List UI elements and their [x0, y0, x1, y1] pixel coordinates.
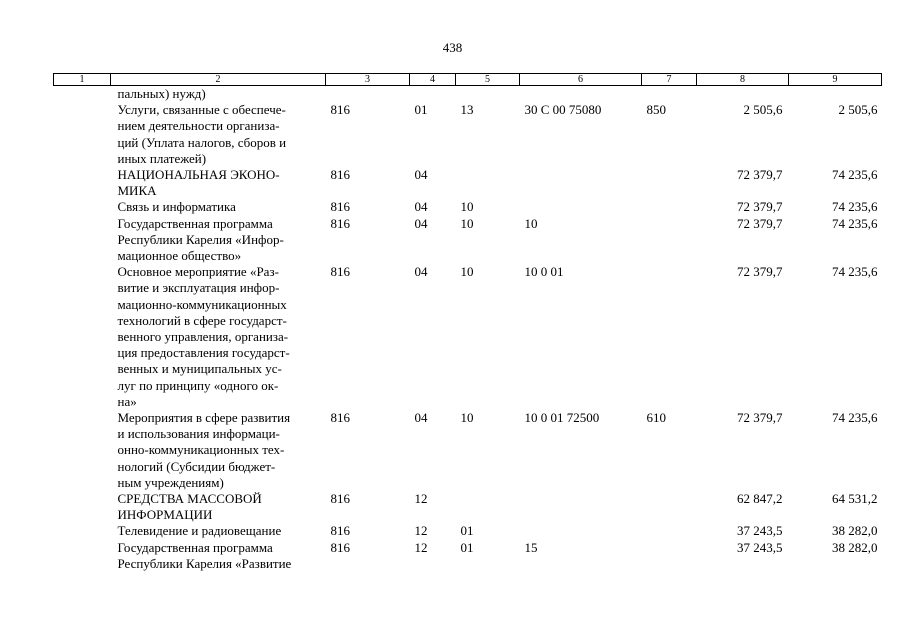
- cell-section-code: 04: [414, 215, 428, 231]
- cell-amount-year-2: 74 235,6: [832, 167, 878, 183]
- cell-amount-year-1: 72 379,7: [737, 215, 783, 231]
- item-name-line: витие и эксплуатация инфор-: [117, 280, 280, 296]
- cell-amount-year-2: 74 235,6: [832, 199, 878, 215]
- table-row: [54, 86, 882, 103]
- table-row: [54, 264, 882, 410]
- cell-expense-type: 610: [646, 410, 666, 426]
- cell-expense-type: [642, 540, 697, 572]
- cell-department-code: 816: [330, 264, 350, 280]
- item-name-line: венных и муниципальных ус-: [117, 361, 282, 377]
- cell-expense-type: [642, 491, 697, 523]
- cell-target-article: [520, 491, 642, 523]
- item-name-line: венного управления, организа-: [117, 329, 289, 345]
- item-name-line: и использования информаци-: [117, 426, 280, 442]
- table-row: [54, 216, 882, 265]
- cell-subsection-code: 10: [460, 410, 474, 426]
- table-row: [54, 410, 882, 491]
- item-name-line: онно-коммуникационных тех-: [117, 442, 285, 458]
- cell-amount-year-1: 37 243,5: [737, 539, 783, 555]
- cell-col-1: [54, 410, 111, 491]
- item-name-line: ным учреждениям): [117, 474, 224, 490]
- item-name-line: Связь и информатика: [117, 199, 236, 215]
- cell-amount-year-2: 2 505,6: [838, 102, 878, 118]
- table-row: [54, 540, 882, 572]
- cell-target-article: [520, 167, 642, 199]
- cell-col-1: [54, 523, 111, 539]
- cell-subsection-code: 13: [460, 102, 474, 118]
- cell-target-article: [520, 86, 642, 103]
- item-name-line: технологий в сфере государст-: [117, 312, 287, 328]
- item-name-line: луг по принципу «одного ок-: [117, 377, 279, 393]
- item-name-line: НАЦИОНАЛЬНАЯ ЭКОНО-: [117, 167, 280, 183]
- cell-amount-year-2: [789, 86, 882, 103]
- table-header: [54, 74, 882, 86]
- cell-item-name: [111, 216, 326, 265]
- cell-item-name: [111, 523, 326, 539]
- cell-section-code: 12: [414, 539, 428, 555]
- cell-expense-type: [642, 199, 697, 215]
- column-header-1: 1: [54, 74, 111, 86]
- cell-department-code: 816: [330, 523, 350, 539]
- cell-col-1: [54, 216, 111, 265]
- cell-target-article: 10: [524, 215, 538, 231]
- cell-subsection-code: 10: [460, 215, 474, 231]
- cell-department-code: 816: [330, 215, 350, 231]
- item-name-line: Основное мероприятие «Раз-: [117, 264, 279, 280]
- cell-target-article: [520, 523, 642, 539]
- cell-col-1: [54, 491, 111, 523]
- cell-department-code: 816: [330, 491, 350, 507]
- item-name-line: Услуги, связанные с обеспече-: [117, 102, 286, 118]
- cell-subsection-code: 01: [460, 523, 474, 539]
- column-header-4: 4: [410, 74, 456, 86]
- cell-amount-year-2: 74 235,6: [832, 215, 878, 231]
- table-row: [54, 523, 882, 539]
- header-row: [54, 74, 882, 86]
- cell-amount-year-2: 38 282,0: [832, 523, 878, 539]
- item-name-line: Республики Карелия «Инфор-: [117, 231, 284, 247]
- table-body: [54, 86, 882, 573]
- item-name-line: нологий (Субсидии бюджет-: [117, 458, 276, 474]
- cell-section-code: 04: [414, 167, 428, 183]
- cell-item-name: [111, 199, 326, 215]
- item-name-line: иных платежей): [117, 150, 207, 166]
- cell-expense-type: [642, 264, 697, 410]
- cell-col-1: [54, 167, 111, 199]
- cell-expense-type: [642, 86, 697, 103]
- cell-department-code: 816: [330, 539, 350, 555]
- column-header-7: 7: [642, 74, 697, 86]
- cell-amount-year-1: 72 379,7: [737, 410, 783, 426]
- budget-table: [53, 73, 882, 572]
- cell-item-name: [111, 491, 326, 523]
- item-name-line: ция предоставления государст-: [117, 345, 290, 361]
- cell-target-article: 10 0 01: [524, 264, 564, 280]
- cell-col-1: [54, 540, 111, 572]
- cell-section-code: 04: [414, 410, 428, 426]
- cell-col-1: [54, 199, 111, 215]
- cell-subsection-code: 10: [460, 199, 474, 215]
- table-row: [54, 199, 882, 215]
- cell-expense-type: 850: [646, 102, 666, 118]
- cell-section-code: 04: [414, 264, 428, 280]
- item-name-line: Мероприятия в сфере развития: [117, 410, 291, 426]
- cell-amount-year-1: [697, 86, 789, 103]
- cell-amount-year-1: 72 379,7: [737, 167, 783, 183]
- cell-amount-year-2: 38 282,0: [832, 539, 878, 555]
- item-name-line: Республики Карелия «Развитие: [117, 555, 292, 571]
- cell-subsection-code: [456, 167, 520, 199]
- cell-item-name: [111, 264, 326, 410]
- item-name-line: нием деятельности организа-: [117, 118, 280, 134]
- cell-item-name: [111, 86, 326, 103]
- item-name-line: мационное общество»: [117, 248, 242, 264]
- item-name-line: ИНФОРМАЦИИ: [117, 507, 213, 523]
- cell-amount-year-2: 64 531,2: [832, 491, 878, 507]
- item-name-line: пальных) нужд): [117, 86, 206, 101]
- cell-col-1: [54, 86, 111, 103]
- item-name-line: Государственная программа: [117, 215, 273, 231]
- cell-section-code: 12: [414, 491, 428, 507]
- cell-item-name: [111, 167, 326, 199]
- cell-expense-type: [642, 167, 697, 199]
- table-row: [54, 167, 882, 199]
- cell-col-1: [54, 102, 111, 167]
- item-name-line: на»: [117, 393, 137, 409]
- cell-col-1: [54, 264, 111, 410]
- cell-amount-year-1: 62 847,2: [737, 491, 783, 507]
- table-row: [54, 491, 882, 523]
- column-header-9: 9: [789, 74, 882, 86]
- cell-section-code: 01: [414, 102, 428, 118]
- cell-subsection-code: 10: [460, 264, 474, 280]
- cell-subsection-code: [456, 491, 520, 523]
- column-header-8: 8: [697, 74, 789, 86]
- cell-amount-year-1: 2 505,6: [743, 102, 783, 118]
- cell-department-code: 816: [330, 102, 350, 118]
- cell-section-code: 12: [414, 523, 428, 539]
- cell-subsection-code: 01: [460, 539, 474, 555]
- cell-amount-year-2: 74 235,6: [832, 264, 878, 280]
- cell-section-code: 04: [414, 199, 428, 215]
- cell-amount-year-1: 37 243,5: [737, 523, 783, 539]
- cell-department-code: 816: [330, 199, 350, 215]
- cell-target-article: 10 0 01 72500: [524, 410, 600, 426]
- cell-amount-year-1: 72 379,7: [737, 264, 783, 280]
- cell-department-code: 816: [330, 167, 350, 183]
- item-name-line: Государственная программа: [117, 539, 273, 555]
- cell-department-code: 816: [330, 410, 350, 426]
- cell-target-article: 15: [524, 539, 538, 555]
- cell-amount-year-1: 72 379,7: [737, 199, 783, 215]
- page-number: 438: [442, 40, 463, 55]
- column-header-3: 3: [326, 74, 410, 86]
- cell-target-article: [520, 199, 642, 215]
- table-row: [54, 102, 882, 167]
- item-name-line: Телевидение и радиовещание: [117, 523, 282, 539]
- cell-target-article: 30 С 00 75080: [524, 102, 602, 118]
- item-name-line: ций (Уплата налогов, сборов и: [117, 134, 287, 150]
- cell-item-name: [111, 410, 326, 491]
- column-header-5: 5: [456, 74, 520, 86]
- cell-expense-type: [642, 523, 697, 539]
- column-header-2: 2: [111, 74, 326, 86]
- cell-item-name: [111, 540, 326, 572]
- cell-expense-type: [642, 216, 697, 265]
- cell-amount-year-2: 74 235,6: [832, 410, 878, 426]
- column-header-6: 6: [520, 74, 642, 86]
- cell-item-name: [111, 102, 326, 167]
- item-name-line: мационно-коммуникационных: [117, 296, 287, 312]
- item-name-line: МИКА: [117, 183, 157, 199]
- cell-section-code: [410, 86, 456, 103]
- cell-subsection-code: [456, 86, 520, 103]
- cell-department-code: [326, 86, 410, 103]
- item-name-line: СРЕДСТВА МАССОВОЙ: [117, 491, 262, 507]
